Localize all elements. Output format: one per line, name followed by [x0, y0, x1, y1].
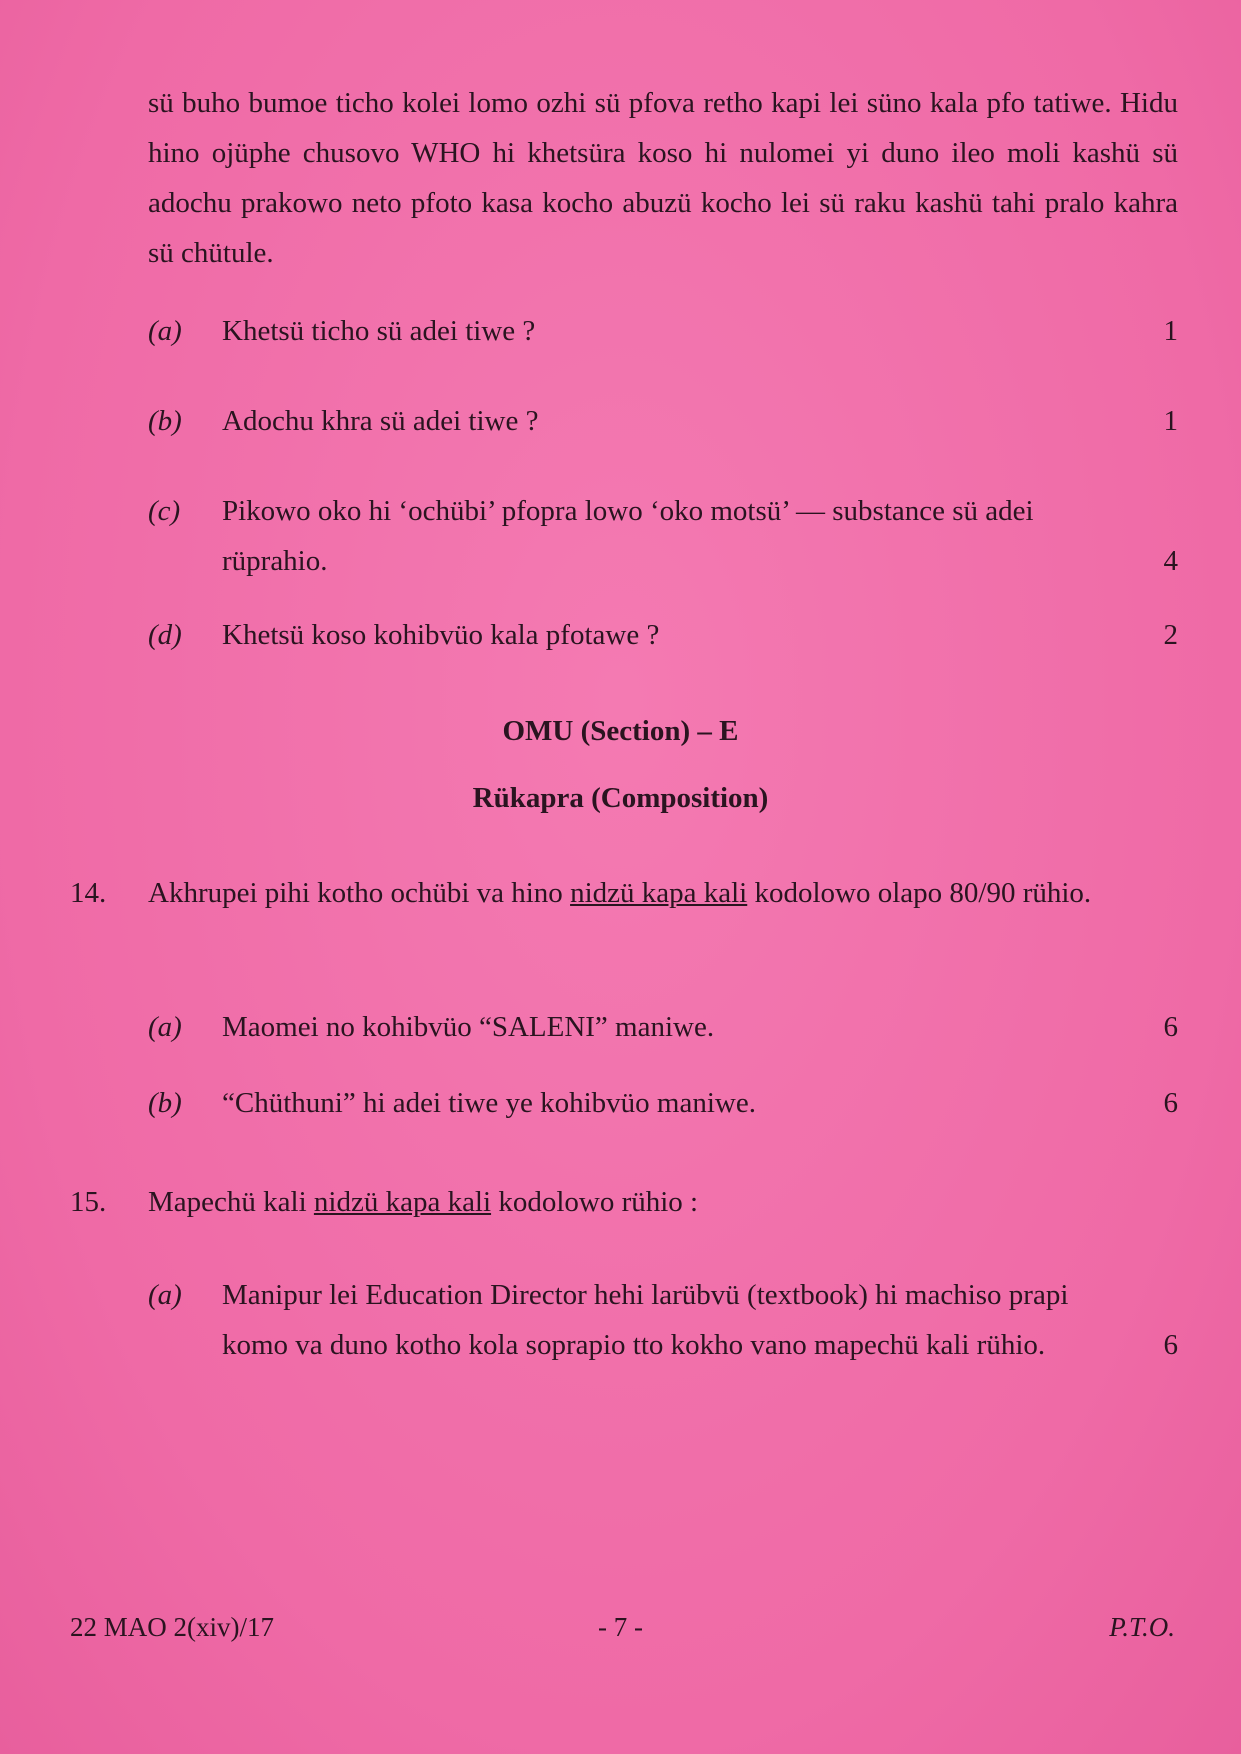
question-14 — [70, 868, 1178, 918]
paper-code: 22 MAO 2(xiv)/17 — [70, 1612, 274, 1642]
section-subheading: Rükapra (Composition) — [472, 782, 769, 814]
sub-question-text: Pikowo oko hi ‘ochübi’ pfopra lowo ‘oko motsü’ — substance sü adei rüprahio. — [222, 495, 1034, 577]
pto-note: P.T.O. — [1109, 1612, 1175, 1642]
marks: 1 — [1163, 315, 1178, 347]
sub-question-text: Adochu khra sü adei tiwe ? — [222, 405, 539, 437]
marks: 6 — [1163, 1011, 1178, 1043]
underlined-phrase: nidzü kapa kali — [570, 877, 748, 909]
section-heading: OMU (Section) – E — [502, 715, 739, 747]
marks: 6 — [1163, 1087, 1178, 1119]
sub-question-label: (a) — [148, 1011, 182, 1043]
sub-question-13b — [148, 396, 1178, 446]
marks: 2 — [1163, 619, 1178, 651]
question-number: 15. — [70, 1186, 107, 1218]
question-text: Akhrupei pihi kotho ochübi va hino nidzü kapa kali kodolowo olapo 80/90 rühio. — [148, 877, 1092, 909]
sub-question-text: Khetsü ticho sü adei tiwe ? — [222, 315, 536, 347]
sub-question-label: (b) — [148, 405, 182, 437]
question-15 — [70, 1177, 1178, 1227]
sub-question-13a — [148, 306, 1178, 356]
sub-question-label: (a) — [148, 1279, 182, 1311]
page-number: - 7 - — [598, 1612, 643, 1642]
passage-text: sü buho bumoe ticho kolei lomo ozhi sü pfova retho kapi lei süno kala pfo tatiwe. Hidu hino ojüphe chusovo WHO hi khetsüra koso hi nulomei yi duno ileo moli kashü sü adochu prakowo neto pfoto kasa kocho abuzü kocho lei sü raku kashü tahi pralo kahra sü chütule. — [148, 87, 1178, 269]
marks: 4 — [1163, 545, 1178, 577]
sub-question-13d — [148, 610, 1178, 660]
sub-question-text: Maomei no kohibvüo “SALENI” maniwe. — [222, 1011, 715, 1043]
underlined-phrase: nidzü kapa kali — [313, 1186, 492, 1218]
sub-question-14b — [148, 1078, 1178, 1128]
marks: 1 — [1163, 405, 1178, 437]
sub-question-13c — [148, 486, 1178, 586]
question-text: Mapechü kali nidzü kapa kali kodolowo rühio : — [148, 1186, 699, 1218]
sub-question-text: Manipur lei Education Director hehi larübvü (textbook) hi machiso prapi komo va duno kotho kola soprapio tto kokho vano mapechü kali rühio. — [222, 1279, 1069, 1361]
sub-question-14a — [148, 1002, 1178, 1052]
sub-question-text: Khetsü koso kohibvüo kala pfotawe ? — [222, 619, 660, 651]
marks: 6 — [1163, 1329, 1178, 1361]
sub-question-text: “Chüthuni” hi adei tiwe ye kohibvüo maniwe. — [222, 1087, 756, 1119]
sub-question-label: (c) — [148, 495, 181, 527]
sub-question-15a — [148, 1270, 1178, 1370]
sub-question-label: (a) — [148, 315, 182, 347]
passage-continuation — [148, 78, 1178, 278]
sub-question-label: (d) — [148, 619, 182, 651]
sub-question-label: (b) — [148, 1087, 182, 1119]
question-number: 14. — [70, 877, 107, 909]
